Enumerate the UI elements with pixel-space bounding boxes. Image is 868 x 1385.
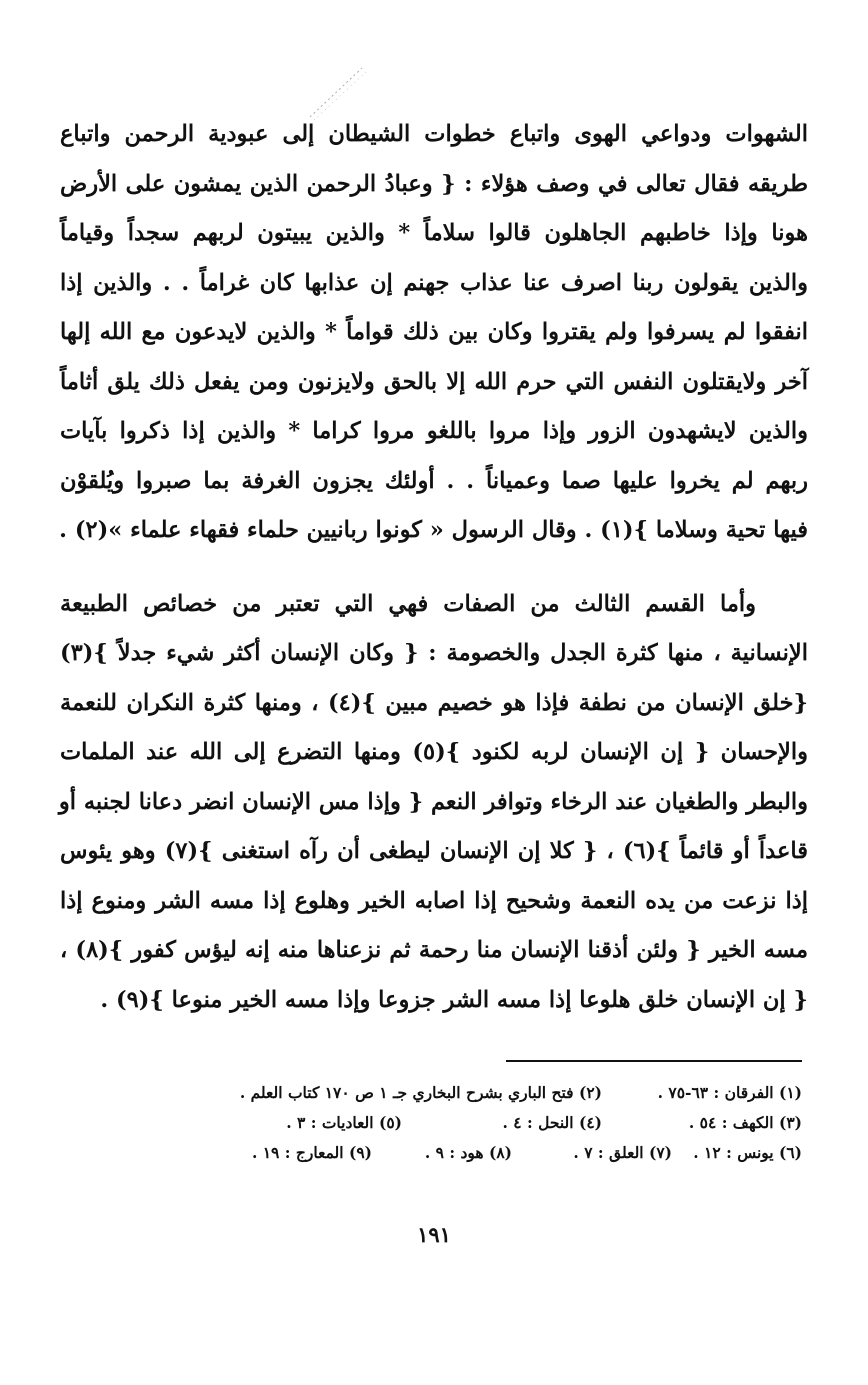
footnote-3: (٣) الكهف : ٥٤ . [688, 1113, 802, 1132]
text-line: فيها تحية وسلاما }(١) . وقال الرسول « كونوا ربانيين حلماء فقهاء علماء »(٢) . [59, 517, 808, 543]
footnote-8: (٨) هود : ٩ . [424, 1143, 512, 1162]
text-line: والإحسان { إن الإنسان لربه لكنود }(٥) ومنها التضرع إلى الله عند الملمات [60, 739, 808, 765]
text-line: والبطر والطغيان عند الرخاء وتوافر النعم { وإذا مس الإنسان انضر دعانا لجنبه أو [58, 788, 808, 815]
footnote-2: (٢) فتح الباري بشرح البخاري جـ ١ ص ١٧٠ كتاب العلم . [239, 1083, 602, 1102]
text-line: {خلق الإنسان من نطفة فإذا هو خصيم مبين }(٤) ، ومنها كثرة النكران للنعمة [60, 689, 808, 716]
text-line: طريقه فقال تعالى في وصف هؤلاء : { وعبادُ الرحمن الذين يمشون على الأرض [60, 170, 808, 197]
text-line: الشهوات ودواعي الهوى واتباع خطوات الشيطان إلى عبودية الرحمن واتباع [60, 121, 808, 147]
footnote-1: (١) الفرقان : ٦٣-٧٥ . [657, 1083, 802, 1102]
text-line: هونا وإذا خاطبهم الجاهلون قالوا سلاماً * والذين يبيتون لربهم سجداً وقياماً [60, 220, 808, 246]
footnote-6: (٦) يونس : ١٢ . [693, 1143, 802, 1162]
footnote-7: (٧) العلق : ٧ . [573, 1143, 672, 1162]
text-line: انفقوا لم يسرفوا ولم يقتروا وكان بين ذلك قواماً * والذين لايدعون مع الله إلها [60, 319, 808, 345]
main-text [60, 110, 808, 1025]
text-line: والذين لايشهدون الزور وإذا مروا باللغو مروا كراما * والذين إذا ذكروا بآيات [60, 418, 808, 444]
text-line: إذا نزعت من يده النعمة وشحيح إذا اصابه الخير وهلوع إذا مسه الشر ومنوع إذا [60, 887, 808, 914]
footnote-4: (٤) النحل : ٤ . [502, 1113, 602, 1132]
footnotes [102, 1078, 802, 1168]
text-line: الإنسانية ، منها كثرة الجدل والخصومة : { وكان الإنسان أكثر شيء جدلاً }(٣) [60, 640, 808, 666]
text-line: مسه الخير { ولئن أذقنا الإنسان منا رحمة ثم نزعناها منه إنه ليؤس كفور }(٨) ، [60, 937, 808, 963]
text-line: والذين يقولون ربنا اصرف عنا عذاب جهنم إن عذابها كان غراماً . . والذين إذا [60, 269, 808, 296]
footnote-divider [506, 1060, 802, 1062]
page-number: ١٩١ [417, 1222, 451, 1247]
footnote-5: (٥) العاديات : ٣ . [286, 1113, 402, 1132]
text-line: ربهم لم يخروا عليها صما وعمياناً . . أولئك يجزون الغرفة بما صبروا ويُلقوْن [60, 467, 808, 494]
footnote-row [102, 1138, 802, 1168]
text-line: { إن الإنسان خلق هلوعا إذا مسه الشر جزوعا وإذا مسه الخير منوعا }(٩) . [100, 986, 808, 1013]
text-line: قاعداً أو قائماً }(٦) ، { كلا إن الإنسان ليطغى أن رآه استغنى }(٧) وهو يئوس [60, 838, 808, 864]
paragraph-first-line: وأما القسم الثالث من الصفات فهي التي تعتبر من خصائص الطبيعة [60, 590, 756, 617]
footnote-9: (٩) المعارج : ١٩ . [251, 1143, 372, 1162]
footnote-row [102, 1078, 802, 1108]
text-line: آخر ولايقتلون النفس التي حرم الله إلا بالحق ولايزنون ومن يفعل ذلك يلق أثاماً [60, 368, 808, 395]
footnote-row [102, 1108, 802, 1138]
